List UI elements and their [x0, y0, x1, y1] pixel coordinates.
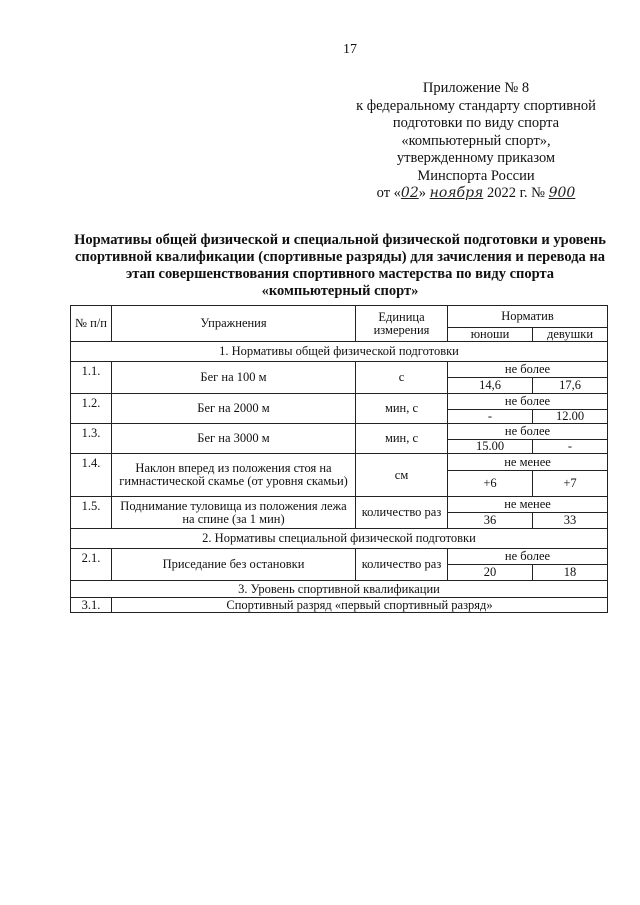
- header-unit: Единица измерения: [356, 306, 448, 342]
- unit: см: [356, 454, 448, 497]
- boys-value: -: [448, 410, 533, 424]
- exercise: Бег на 100 м: [112, 362, 356, 394]
- section-title: 3. Уровень спортивной квалификации: [71, 581, 608, 598]
- boys-value: 20: [448, 565, 533, 581]
- unit: количество раз: [356, 497, 448, 529]
- appendix-line: Минспорта России: [417, 167, 535, 184]
- boys-value: 14,6: [448, 378, 533, 394]
- table-row: [71, 362, 608, 378]
- unit: мин, с: [356, 394, 448, 424]
- norm-condition: не более: [448, 394, 608, 410]
- exercise: Бег на 2000 м: [112, 394, 356, 424]
- exercise: Поднимание туловища из положения лежа на спине (за 1 мин): [112, 497, 356, 529]
- girls-value: 18: [533, 565, 608, 581]
- date-suffix: »: [418, 185, 426, 201]
- qualification-text: Спортивный разряд «первый спортивный разряд»: [112, 598, 608, 613]
- girls-value: -: [533, 440, 608, 454]
- appendix-header: [340, 80, 612, 203]
- appendix-line: Приложение № 8: [422, 80, 530, 96]
- row-num: 1.2.: [71, 394, 112, 424]
- exercise: Наклон вперед из положения стоя на гимнастической скамье (от уровня скамьи): [112, 454, 356, 497]
- table-row: [71, 549, 608, 565]
- header-girls: девушки: [533, 328, 608, 342]
- row-num: 1.3.: [71, 424, 112, 454]
- norm-condition: не более: [448, 549, 608, 565]
- row-num: 1.4.: [71, 454, 112, 497]
- header-exercise: Упражнения: [112, 306, 356, 342]
- boys-value: 15.00: [448, 440, 533, 454]
- appendix-line: «компьютерный спорт»,: [401, 132, 551, 149]
- header-num: № п/п: [71, 306, 112, 342]
- handwritten-number: 900: [548, 185, 576, 201]
- header-norm: Норматив: [448, 306, 608, 328]
- date-prefix: от «: [376, 185, 401, 201]
- header-boys: юноши: [448, 328, 533, 342]
- row-num: 1.5.: [71, 497, 112, 529]
- unit: мин, с: [356, 424, 448, 454]
- table-row: [71, 454, 608, 471]
- norms-table: [70, 305, 608, 613]
- page-number: 17: [343, 42, 357, 57]
- boys-value: 36: [448, 513, 533, 529]
- handwritten-month: ноября: [429, 185, 484, 201]
- exercise: Приседание без остановки: [112, 549, 356, 581]
- norm-condition: не более: [448, 424, 608, 440]
- row-num: 1.1.: [71, 362, 112, 394]
- table-row: [71, 394, 608, 410]
- norm-condition: не более: [448, 362, 608, 378]
- girls-value: 12.00: [533, 410, 608, 424]
- boys-value: +6: [448, 471, 533, 497]
- row-num: 2.1.: [71, 549, 112, 581]
- order-date-line: [340, 185, 612, 203]
- handwritten-day: 02: [400, 185, 419, 201]
- table-row: [71, 424, 608, 440]
- section-title: 2. Нормативы специальной физической подготовки: [71, 529, 608, 549]
- girls-value: 33: [533, 513, 608, 529]
- document-title: Нормативы общей физической и специальной физической подготовки и уровень спортивной квалификации (спортивные разряды) для зачисления и перевода на этап совершенствования спортивного мастерства по виду спорта «компьютерный спорт»: [74, 232, 606, 299]
- exercise: Бег на 3000 м: [112, 424, 356, 454]
- norm-condition: не менее: [448, 497, 608, 513]
- appendix-line: утвержденному приказом: [396, 150, 556, 166]
- appendix-line: подготовки по виду спорта: [392, 115, 560, 131]
- unit: с: [356, 362, 448, 394]
- appendix-line: к федеральному стандарту спортивной: [356, 97, 596, 114]
- section-title: 1. Нормативы общей физической подготовки: [71, 342, 608, 362]
- unit: количество раз: [356, 549, 448, 581]
- norm-condition: не менее: [448, 454, 608, 471]
- girls-value: +7: [533, 471, 608, 497]
- girls-value: 17,6: [533, 378, 608, 394]
- year: 2022 г. №: [486, 185, 545, 201]
- table-row: [71, 497, 608, 513]
- row-num: 3.1.: [71, 598, 112, 613]
